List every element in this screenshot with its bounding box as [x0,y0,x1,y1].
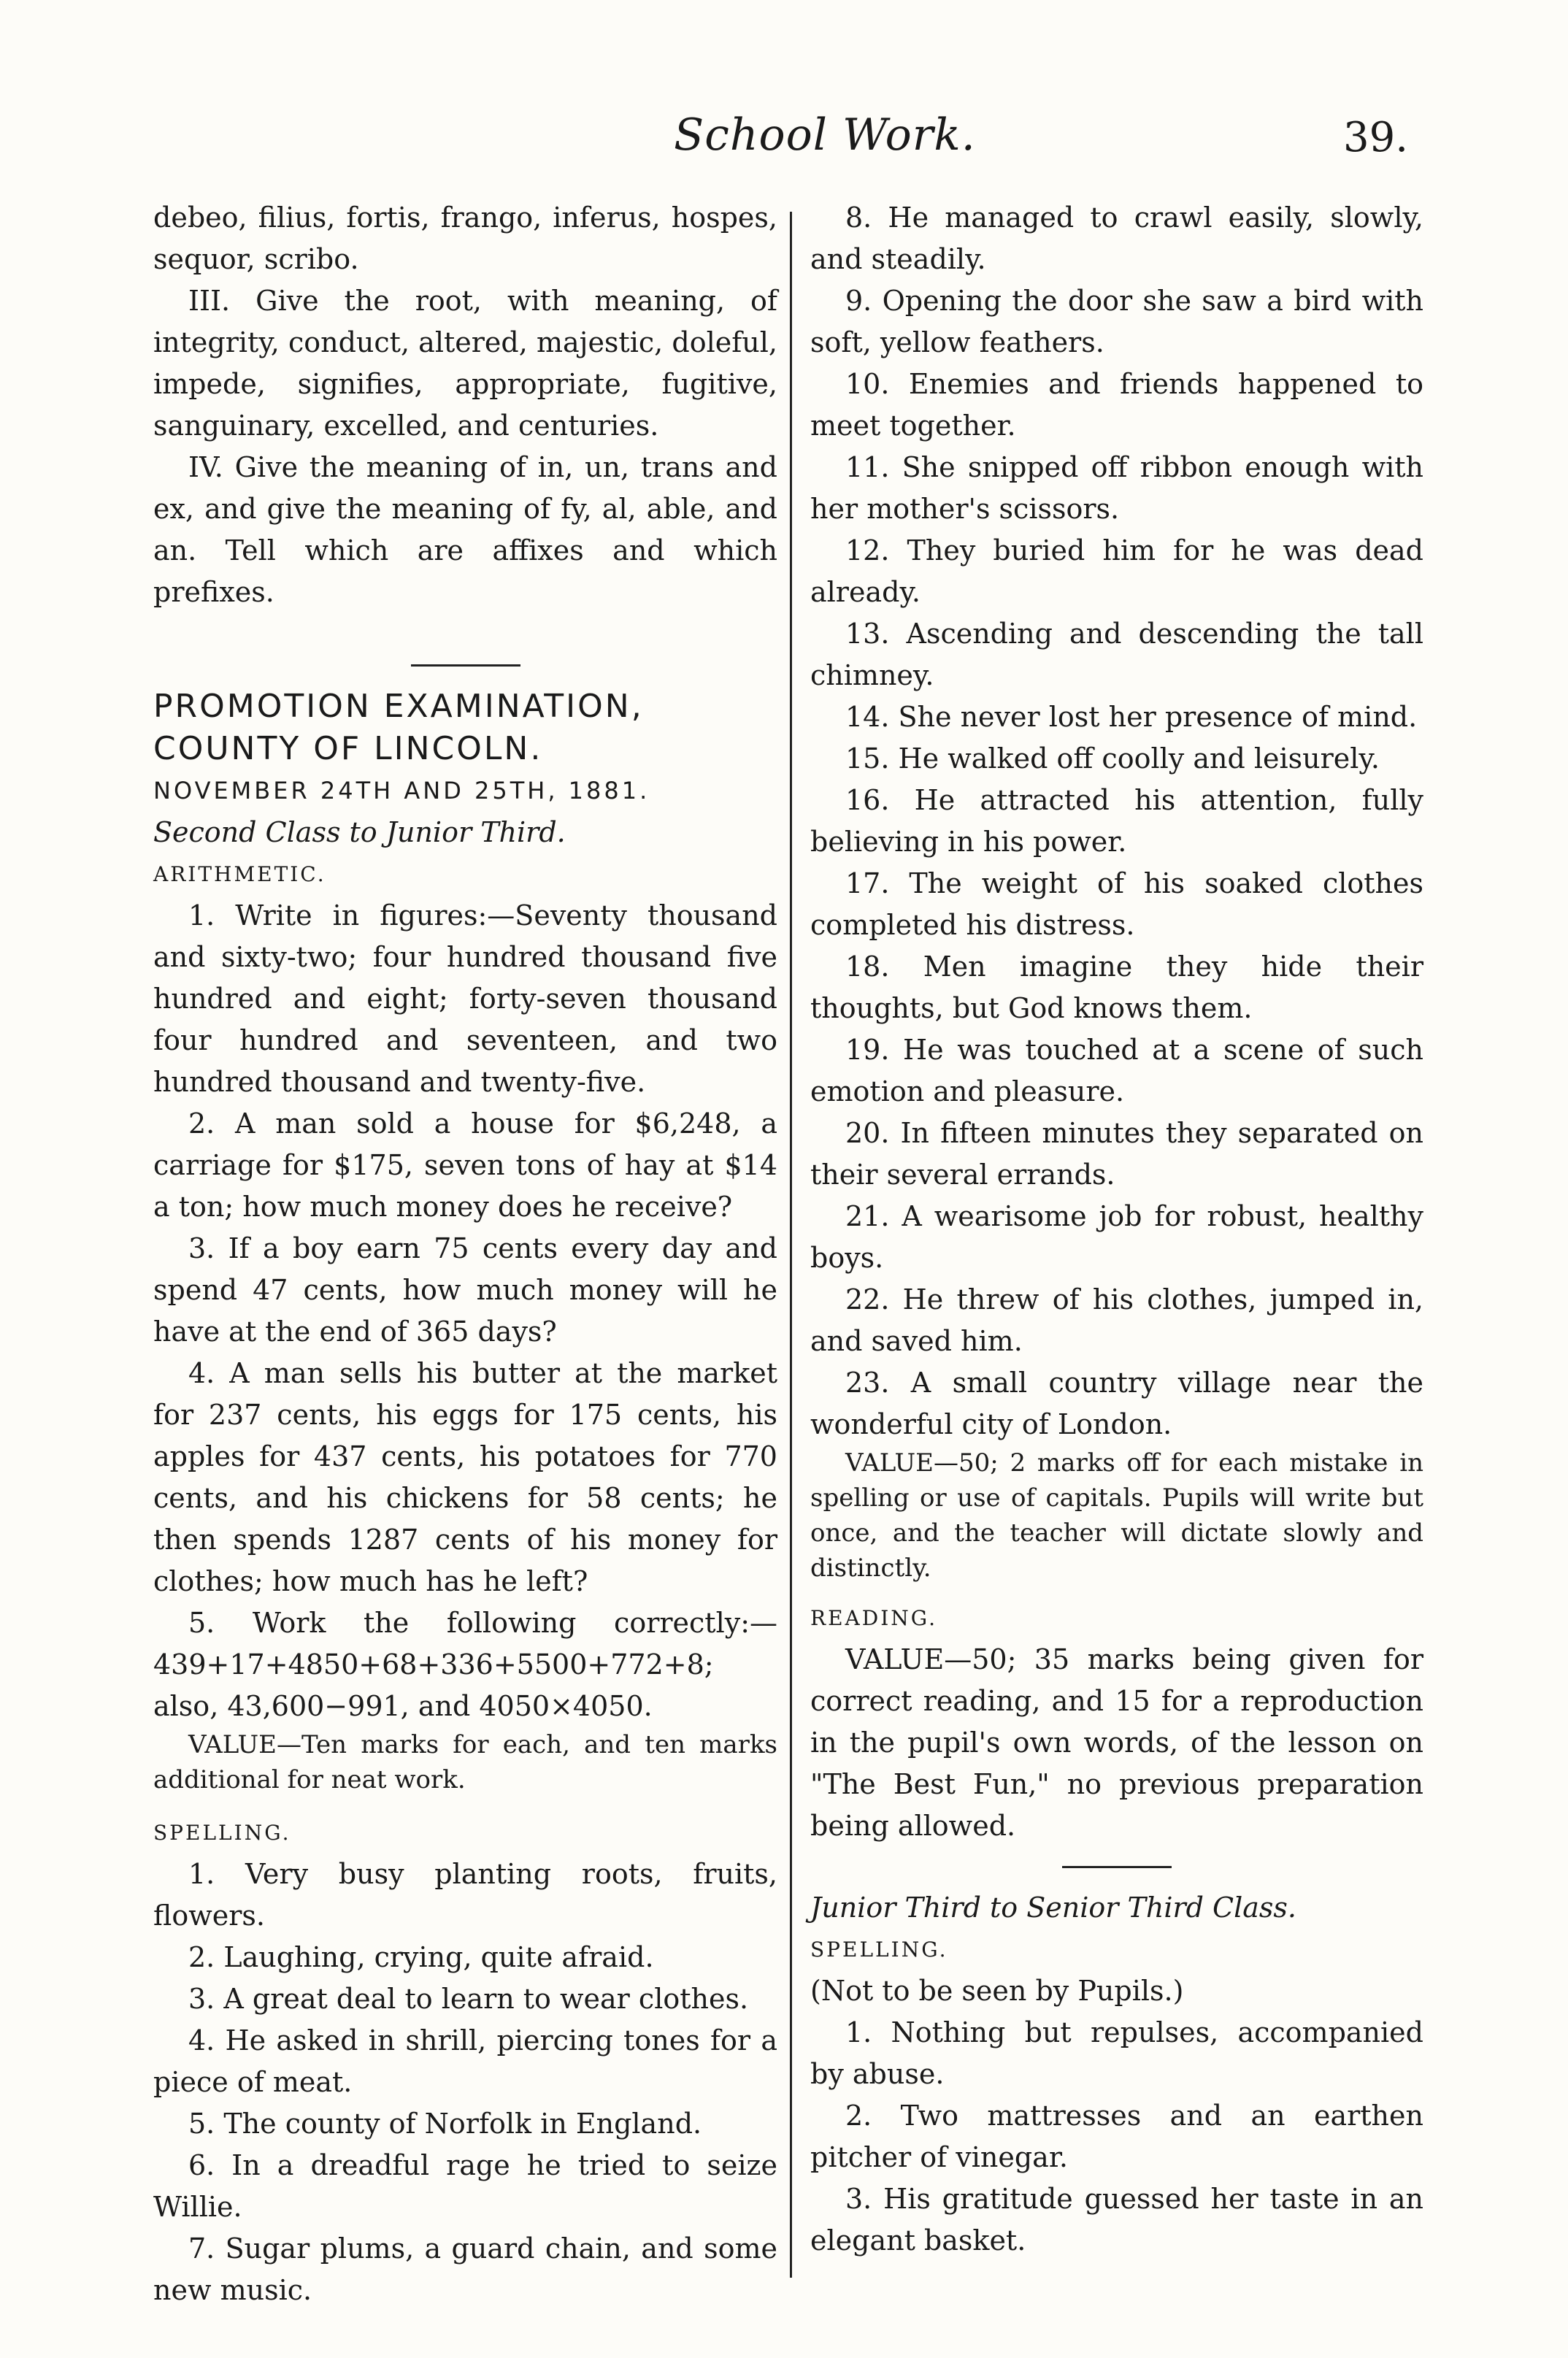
date-line: NOVEMBER 24TH AND 25TH, 1881. [153,777,650,804]
spelling-item: 8. He managed to crawl easily, slowly, and steadily. [810,201,1423,275]
class-heading: Second Class to Junior Third. [153,816,566,848]
spelling-item: 12. They buried him for he was dead already. [810,534,1423,608]
spelling-item: 19. He was touched at a scene of such emotion and pleasure. [810,1034,1423,1107]
spelling-item: 1. Nothing but repulses, accompanied by abuse. [810,2016,1423,2090]
page-number: 39. [1343,114,1409,161]
spelling-item: 23. A small country village near the wonderful city of London. [810,1367,1423,1440]
question: 3. If a boy earn 75 cents every day and spend 47 cents, how much money will he have at the end of 365 days? [153,1232,777,1348]
spelling-item: 2. Laughing, crying, quite afraid. [188,1941,654,1973]
subject-heading-spelling: SPELLING. [810,1938,948,1962]
spelling-item: 21. A wearisome job for robust, healthy boys. [810,1200,1423,1274]
spelling-item: 7. Sugar plums, a guard chain, and some new music. [153,2232,777,2306]
spelling-item: 17. The weight of his soaked clothes completed his distress. [810,867,1423,941]
value-note: VALUE—50; 2 marks off for each mistake in spelling or use of capitals. Pupils will write but once, and the teacher will dictate slowly and distinctly. [810,1448,1423,1583]
subject-heading-reading: READING. [810,1606,938,1630]
section-rule [411,664,520,667]
question: 5. Work the following correctly:—439+17+4850+68+336+5500+772+8; also, 43,600−991, and 4050×4050. [153,1607,777,1722]
question: 4. A man sells his butter at the market for 237 cents, his eggs for 175 cents, his apples for 437 cents, his potatoes for 770 cents, and his chickens for 58 cents; he then spends 1287 cents of his money for clothes; how much has he left? [153,1357,777,1597]
spelling-item: 13. Ascending and descending the tall chimney. [810,618,1423,691]
spelling-item: 3. His gratitude guessed her taste in an elegant basket. [810,2183,1423,2257]
spelling-item: 3. A great deal to learn to wear clothes. [188,1983,749,2015]
paragraph: III. Give the root, with meaning, of integrity, conduct, altered, majestic, doleful, impede, signifies, appropriate, fugitive, sanguinary, excelled, and centuries. [153,285,777,442]
running-header-title: School Work. [674,110,976,161]
value-note: VALUE—Ten marks for each, and ten marks additional for neat work. [153,1730,777,1794]
note: (Not to be seen by Pupils.) [810,1975,1184,2007]
left-column [153,197,777,2311]
spelling-item: 20. In fifteen minutes they separated on their several errands. [810,1117,1423,1191]
right-column [810,197,1423,2262]
spelling-item: 5. The county of Norfolk in England. [188,2108,702,2140]
spelling-item: 9. Opening the door she saw a bird with soft, yellow feathers. [810,285,1423,358]
section-rule [1062,1866,1172,1868]
subject-heading-spelling: SPELLING. [153,1821,291,1845]
spelling-item: 18. Men imagine they hide their thoughts, but God knows them. [810,951,1423,1024]
question: 1. Write in figures:—Seventy thousand and sixty-two; four hundred thousand five hundred and eight; forty-seven thousand four hundred and seventeen, and two hundred thousand and twenty-five. [153,899,777,1098]
spelling-item: 16. He attracted his attention, fully believing in his power. [810,784,1423,858]
question: 2. A man sold a house for $6,248, a carriage for $175, seven tons of hay at $14 a ton; how much money does he receive? [153,1107,777,1223]
class-heading: Junior Third to Senior Third Class. [810,1892,1297,1924]
spelling-item: 14. She never lost her presence of mind. [845,701,1418,733]
spelling-item: 22. He threw of his clothes, jumped in, and saved him. [810,1283,1423,1357]
value-note: VALUE—50; 35 marks being given for correct reading, and 15 for a reproduction in the pupil's own words, of the lesson on "The Best Fun," no previous preparation being allowed. [810,1643,1423,1842]
section-title: PROMOTION EXAMINATION, [153,688,644,725]
spelling-item: 1. Very busy planting roots, fruits, flowers. [153,1858,777,1932]
subject-heading-arithmetic: ARITHMETIC. [153,862,326,886]
spelling-item: 2. Two mattresses and an earthen pitcher of vinegar. [810,2100,1423,2173]
spelling-item: 6. In a dreadful rage he tried to seize Willie. [153,2149,777,2223]
spelling-item: 15. He walked off coolly and leisurely. [845,742,1380,775]
column-divider [790,212,792,2278]
paragraph: IV. Give the meaning of in, un, trans and ex, and give the meaning of fy, al, able, and an. Tell which are affixes and which prefixes. [153,451,777,608]
spelling-item: 11. She snipped off ribbon enough with her mother's scissors. [810,451,1423,525]
paragraph: debeo, filius, fortis, frango, inferus, hospes, sequor, scribo. [153,201,777,275]
spelling-item: 10. Enemies and friends happened to meet together. [810,368,1423,442]
spelling-item: 4. He asked in shrill, piercing tones for a piece of meat. [153,2024,777,2098]
section-title: COUNTY OF LINCOLN. [153,730,543,767]
